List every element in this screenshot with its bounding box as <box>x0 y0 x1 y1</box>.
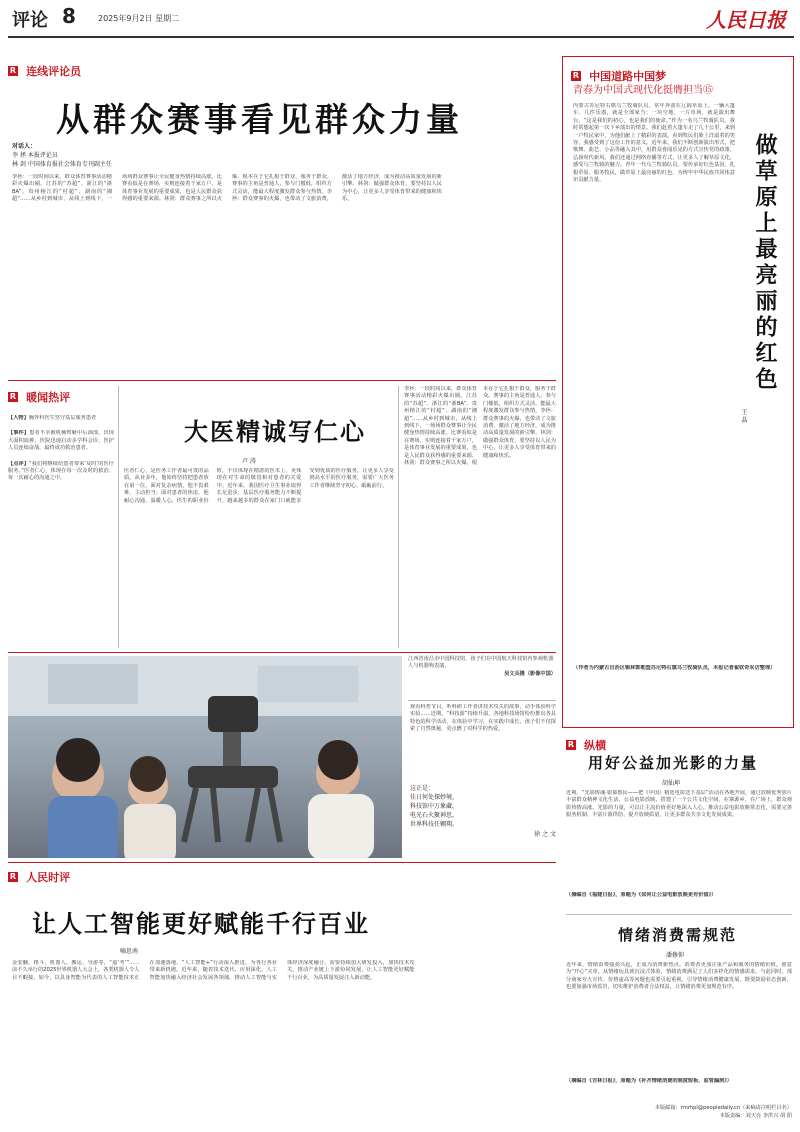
zongheng-section <box>566 734 792 910</box>
lianxian-column: 连线评论员 <box>26 65 82 78</box>
poem-body: 观看科普节目，听科研工作者讲技术攻关的故事，动手体验科学实验……近期，“科技游”持续升温，各地科技场馆纷纷推出各具特色的科学活动。在体验中学习，在实践中成长，孩子们不仅探索了自然奥秘，更点燃了对科学的热爱。 <box>410 704 556 733</box>
masthead-rule <box>8 36 794 38</box>
footer <box>566 1104 792 1128</box>
zhongguodaolu-body: 内蒙古苏尼特右旗乌兰牧骑队员，常年奔波在辽阔草原上。一辆大篷车、几件乐器，就是全部家当；一块空地、一片草场，就是演出舞台。“这是我们的初心，也是我们的使命。”作为一名乌兰牧骑队员，我时常想起第一次下乡演出的情景。我们赶着大篷车走了几十公里，来到一户牧民家中，为他们献上了精彩的表演。看到牧民们脸上洋溢着的笑容，我感受到了这份工作的意义。近年来，我们不断创新演出形式，把歌舞、曲艺、小品等融入其中，用群众喜闻乐见的方式宣传党的政策，弘扬时代新风。我们还通过网络直播等方式，让更多人了解草原文化，感受乌兰牧骑的魅力。青年一代乌兰牧骑队员，要传承好红色基因，扎根草原、服务牧民，做草原上最亮丽的红色，为铸牢中华民族共同体意识贡献力量。 <box>573 103 735 184</box>
section-name: 评论 <box>12 10 48 31</box>
poem-verse-5: 世界科技任翱翔。 <box>410 821 459 828</box>
nuanjian-event <box>8 430 114 452</box>
footer-email: 本版邮箱：rmrhpl@peopledaily.cn（来稿请注明栏目名） <box>654 1105 792 1111</box>
divider <box>8 862 556 863</box>
poem-verse-4: 电光石火聚神思， <box>410 812 459 819</box>
nuanjian-column: 暖闻热评 <box>26 391 71 404</box>
divider <box>408 700 556 701</box>
zhongguodaolu-subtitle: 青春为中国式现代化挺膺担当⑮ <box>573 85 713 96</box>
column-r-icon: R <box>9 65 17 75</box>
renmin-header <box>8 866 556 885</box>
photo-caption <box>408 656 556 696</box>
masthead <box>0 0 800 38</box>
participants <box>12 142 120 169</box>
zongheng-note: （摘编自《福建日报》，原题为《如何让公益电影放映更有价值》） <box>566 892 717 898</box>
zhongguodaolu-box <box>562 56 794 728</box>
zongheng-title: 用好公益加光影的力量 <box>588 754 759 772</box>
comment-label: 【点评】 <box>8 460 30 467</box>
renmin-title: 让人工智能更好赋能千行百业 <box>32 910 370 938</box>
poem-section <box>410 704 556 856</box>
participant-1: 李 拯 本报评论员 <box>12 152 58 159</box>
comment-text: “我们将继续给患者带来‘及时’的医疗服务。”医者仁心，体现在每一次及时的救治、每一次耐心的沟通之中。 <box>8 460 114 482</box>
zongheng-column: 纵横 <box>584 739 607 752</box>
nuanjian-header <box>8 386 114 405</box>
nuanjian-section <box>8 386 114 650</box>
photo-caption-text: 江西省南昌市中国科技馆，孩子们在中国航天科技馆内参观机器人与机器狗表演。 <box>408 656 554 670</box>
lianxian-section <box>8 60 556 370</box>
lianxian-title: 从群众赛事看见群众力量 <box>56 100 463 139</box>
issue-date: 2025年9月2日 星期二 <box>98 14 180 23</box>
renmin-author: 喻思南 <box>120 948 139 955</box>
qingxu-author: 潘修仰 <box>666 952 685 959</box>
qingxu-section <box>566 918 792 1098</box>
divider <box>8 652 556 653</box>
zhongguodaolu-title: 做草原上最亮丽的红色 <box>752 133 777 393</box>
lianxian-continued <box>404 386 556 650</box>
column-r-icon: R <box>567 739 575 749</box>
page-number: 8 <box>62 4 76 28</box>
poem-verses <box>410 784 556 829</box>
dayi-title: 大医精诚写仁心 <box>184 418 366 446</box>
lianxian-body: 李拯：一段时间以来，群众体育赛事活动精彩火爆出圈。江苏的“苏超”、浙江的“浙BA”、贵州榕江的“村超”、湖南的“湘超”……从乡村到城市，从线上到线下，一场场群众赛事让全民健身热情持续高涨。比赛看似是在赛场，实则连接着千家万户，是体育事业发展的重要成果，也是人民群众获得感的重要来源。林剑：群众赛事之所以火爆，根本在于它扎根于群众，服务于群众。赛事的主角是普通人，参与门槛低，组织方式灵活，能最大程度激发群众参与热情。李拯：群众赛事的火爆，也带动了文旅消费，激活了地方经济，成为推动高质量发展的新引擎。林剑：做强群众体育，要坚持以人民为中心，让更多人享受体育带来的健康和快乐。 <box>12 174 442 203</box>
renmin-section <box>8 866 556 1128</box>
zongheng-author: 胡仙坤 <box>662 780 681 787</box>
poem-author: 徐 之 文 <box>534 831 556 838</box>
zongheng-header <box>566 734 792 753</box>
poem-verse-1: 这正是： <box>410 785 435 792</box>
divider <box>118 386 119 648</box>
participants-label: 对话人： <box>12 143 37 150</box>
dayi-author: 卢 涛 <box>242 458 256 465</box>
renmin-body: 金安翻，格斗，机器人、搬运，导游等，“遥‘考’”……前不久举行的2025世界机器人大会上，各类机器人令人目不暇接。如今，以具身智能为代表的人工智能技术正在加速落地，“人工智能+”行动深入推进，为各行各业带来新机遇。近年来，随着技术迭代、应用深化，人工智能加快融入经济社会发展各领域。推动人工智能与实体经济深度融合，需要持续加大研发投入，加快技术攻关，推动产业链上下游协同发展，让人工智能更好赋能千行百业，为高质量发展注入新动能。 <box>12 960 415 981</box>
qingxu-note: （摘编自《吉林日报》，原题为《补齐情绪消费的制度短板、监管漏洞》） <box>566 1078 732 1084</box>
lianxian-continued-text: 李拯：一段时间以来，群众体育赛事活动精彩火爆出圈。江苏的“苏超”、浙江的“浙BA”、贵州榕江的“村超”、湖南的“湘超”……从乡村到城市，从线上到线下，一场场群众赛事让全民健身热情持续高涨。比赛看似是在赛场，实则连接着千家万户，是体育事业发展的重要成果，也是人民群众获得感的重要来源。林剑：群众赛事之所以火爆，根本在于它扎根于群众，服务于群众。赛事的主角是普通人，参与门槛低，组织方式灵活，能最大程度激发群众参与热情。李拯：群众赛事的火爆，也带动了文旅消费，激活了地方经济，成为推动高质量发展的新引擎。林剑：做强群众体育，要坚持以人民为中心，让更多人享受体育带来的健康和快乐。 <box>404 386 556 467</box>
zhongguodaolu-bio: （作者为内蒙古自治区锡林郭勒盟苏尼特右旗乌兰牧骑队员，本报记者翟钦奇采访整理） <box>573 665 776 671</box>
divider <box>8 380 556 381</box>
dayi-body: 医者仁心，是医务工作者最可贵的品质。从业多年，他始终坚持把患者放在第一位。面对复杂病情，他不畏艰难，主动担当；面对患者的焦虑，他耐心沟通，温暖人心。医生的职业价值，不仅体现在精湛的医术上，更体现在对生命的敬畏和对患者的关爱中。近年来，我国医疗卫生事业取得长足进步，基层医疗服务能力不断提升，越来越多的群众在家门口就能享受到优质的医疗服务。让更多人享受到高水平的医疗服务，需要广大医务工作者继续坚守初心、砥砺前行。 <box>124 468 394 504</box>
people-text: 胸外科医生坚守基层服务患者 <box>28 415 97 421</box>
robot-dog-scene <box>8 656 402 858</box>
nuanjian-comment <box>8 461 114 483</box>
divider <box>566 914 792 915</box>
zongheng-body: 近期，“光影铸魂·银幕惠民——把《中国》精选电影送下基层”活动在各地开展，通过放映优秀影片丰富群众精神文化生活。公益电影放映，搭建了一个公共文化空间。在寨源乡，在广场上，群众观影热情高涨。光影的力量，可以让主流价值更好地深入人心。推动公益电影放映常态化，需要完善服务机制、丰富片源供给、提升放映质量，让更多群众共享文化发展成果。 <box>566 790 792 819</box>
column-r-icon: R <box>572 70 580 80</box>
qingxu-title: 情绪消费需规范 <box>618 926 738 944</box>
column-r-icon: R <box>9 871 17 881</box>
lianxian-header <box>8 60 556 79</box>
qingxu-body: 近年来，情绪消费强劲兴起，正成为消费新热点。消费者更加注重产品和服务的情绪价值，愿意为“开心”买单。从情绪玩具到沉浸式体验，情绪消费满足了人们多样化的情感需求。与此同时，部分商家夸大宣传、价格虚高等问题也需要引起重视。引导情绪消费健康发展，既要鼓励业态创新，也要加强市场监管，切实维护消费者合法权益，让情绪消费更加规范有序。 <box>566 962 792 991</box>
poem-verse-2: 佳日何处探妙境， <box>410 794 459 801</box>
zhongguodaolu-author: 王 晶 <box>740 409 747 423</box>
footer-editors: 本版责编：刘天亮 李洪兴 胡 阳 <box>719 1113 792 1119</box>
photo <box>8 656 402 858</box>
dayi-section <box>124 386 394 650</box>
photo-credit: 吴文兵摄（影像中国） <box>504 670 556 677</box>
divider <box>398 386 399 648</box>
event-text: 患者不幸被机械臂砸中后颈部，出现大面积血肿，医院迅速启动多学科会诊，医护人员连续奋战，最终成功救治患者。 <box>8 430 114 452</box>
zhongguodaolu-column: 中国道路中国梦 <box>589 70 667 83</box>
renmin-column: 人民时评 <box>26 871 71 884</box>
poem-verse-3: 科技馆中万象藏。 <box>410 803 459 810</box>
newspaper-logo: 人民日报 <box>706 8 786 32</box>
participant-2: 林 剑 中国体育报社会体育专刊副主任 <box>12 161 112 168</box>
column-r-icon: R <box>9 391 17 401</box>
nuanjian-people <box>8 415 114 422</box>
people-label: 【人物】 <box>8 415 29 421</box>
event-label: 【事件】 <box>8 430 30 437</box>
